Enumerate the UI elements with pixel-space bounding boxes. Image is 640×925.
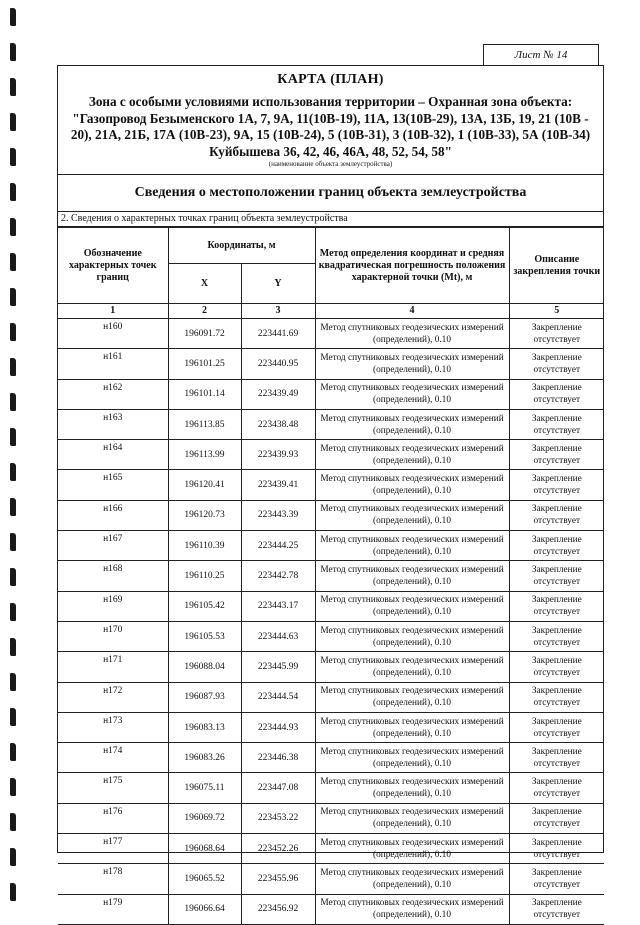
description-cell: Закрепление отсутствует (509, 349, 604, 379)
binding-mark (10, 708, 16, 726)
x-cell: 196083.26 (168, 743, 241, 773)
table-row (58, 440, 604, 470)
table-row (58, 531, 604, 561)
method-cell: Метод спутниковых геодезических измерений (определений), 0.10 (315, 864, 509, 894)
y-cell: 223444.54 (241, 682, 315, 712)
x-cell: 196113.85 (168, 409, 241, 439)
binding-mark (10, 568, 16, 586)
y-cell: 223443.17 (241, 591, 315, 621)
method-cell: Метод спутниковых геодезических измерений (определений), 0.10 (315, 440, 509, 470)
binding-mark (10, 778, 16, 796)
y-cell: 223439.49 (241, 379, 315, 409)
section-title: Сведения о местоположении границ объекта землеустройства (58, 175, 603, 212)
table-row (58, 743, 604, 773)
point-cell: н165 (58, 470, 168, 500)
point-cell: н162 (58, 379, 168, 409)
binding-marks (6, 0, 26, 905)
binding-mark (10, 673, 16, 691)
description-cell: Закрепление отсутствует (509, 652, 604, 682)
method-cell: Метод спутниковых геодезических измерений (определений), 0.10 (315, 652, 509, 682)
x-cell: 196113.99 (168, 440, 241, 470)
x-cell: 196069.72 (168, 803, 241, 833)
binding-mark (10, 393, 16, 411)
binding-mark (10, 813, 16, 831)
description-cell: Закрепление отсутствует (509, 773, 604, 803)
y-cell: 223443.39 (241, 500, 315, 530)
x-cell: 196101.25 (168, 349, 241, 379)
header-method: Метод определения координат и средняя квадратическая погрешность положения характерной точки (Mt), м (315, 228, 509, 304)
table-row (58, 500, 604, 530)
method-cell: Метод спутниковых геодезических измерений (определений), 0.10 (315, 409, 509, 439)
x-cell: 196068.64 (168, 834, 241, 864)
method-cell: Метод спутниковых геодезических измерений (определений), 0.10 (315, 561, 509, 591)
table-row (58, 834, 604, 864)
description-cell: Закрепление отсутствует (509, 561, 604, 591)
x-cell: 196066.64 (168, 894, 241, 924)
y-cell: 223444.25 (241, 531, 315, 561)
method-cell: Метод спутниковых геодезических измерений (определений), 0.10 (315, 621, 509, 651)
point-cell: н173 (58, 712, 168, 742)
description-cell: Закрепление отсутствует (509, 621, 604, 651)
method-cell: Метод спутниковых геодезических измерений (определений), 0.10 (315, 591, 509, 621)
description-cell: Закрепление отсутствует (509, 743, 604, 773)
header-x: X (168, 264, 241, 304)
header-point: Обозначение характерных точек границ (58, 228, 168, 304)
binding-mark (10, 8, 16, 26)
binding-mark (10, 463, 16, 481)
description-cell: Закрепление отсутствует (509, 379, 604, 409)
column-number: 5 (509, 304, 604, 319)
binding-mark (10, 288, 16, 306)
binding-mark (10, 218, 16, 236)
method-cell: Метод спутниковых геодезических измерений (определений), 0.10 (315, 712, 509, 742)
table-row (58, 682, 604, 712)
point-cell: н168 (58, 561, 168, 591)
x-cell: 196120.73 (168, 500, 241, 530)
point-cell: н175 (58, 773, 168, 803)
column-number: 2 (168, 304, 241, 319)
method-cell: Метод спутниковых геодезических измерений (определений), 0.10 (315, 773, 509, 803)
point-cell: н176 (58, 803, 168, 833)
y-cell: 223452.26 (241, 834, 315, 864)
binding-mark (10, 183, 16, 201)
points-table (58, 227, 604, 925)
y-cell: 223444.63 (241, 621, 315, 651)
description-cell: Закрепление отсутствует (509, 409, 604, 439)
y-cell: 223439.41 (241, 470, 315, 500)
binding-mark (10, 743, 16, 761)
header-coordinates: Координаты, м (168, 228, 315, 264)
y-cell: 223446.38 (241, 743, 315, 773)
y-cell: 223456.92 (241, 894, 315, 924)
binding-mark (10, 253, 16, 271)
table-row (58, 773, 604, 803)
point-cell: н164 (58, 440, 168, 470)
description-cell: Закрепление отсутствует (509, 440, 604, 470)
y-cell: 223445.99 (241, 652, 315, 682)
subsection-title: 2. Сведения о характерных точках границ объекта землеустройства (58, 212, 603, 227)
description-cell: Закрепление отсутствует (509, 803, 604, 833)
description-cell: Закрепление отсутствует (509, 531, 604, 561)
point-cell: н160 (58, 319, 168, 349)
y-cell: 223442.78 (241, 561, 315, 591)
point-cell: н166 (58, 500, 168, 530)
table-row (58, 591, 604, 621)
y-cell: 223455.96 (241, 864, 315, 894)
table-row (58, 894, 604, 924)
table-row (58, 712, 604, 742)
point-cell: н171 (58, 652, 168, 682)
binding-mark (10, 883, 16, 901)
table-row (58, 561, 604, 591)
point-cell: н172 (58, 682, 168, 712)
point-cell: н177 (58, 834, 168, 864)
binding-mark (10, 323, 16, 341)
y-cell: 223438.48 (241, 409, 315, 439)
binding-mark (10, 498, 16, 516)
table-row (58, 864, 604, 894)
table-row (58, 349, 604, 379)
binding-mark (10, 78, 16, 96)
binding-mark (10, 358, 16, 376)
binding-mark (10, 428, 16, 446)
table-row (58, 652, 604, 682)
method-cell: Метод спутниковых геодезических измерений (определений), 0.10 (315, 500, 509, 530)
binding-mark (10, 603, 16, 621)
method-cell: Метод спутниковых геодезических измерений (определений), 0.10 (315, 803, 509, 833)
document-frame (57, 65, 604, 921)
map-title: КАРТА (ПЛАН) (277, 72, 384, 87)
zone-title: Зона с особыми условиями использования территории – Охранная зона объекта: "Газопровод Безыменского 1А, 7, 9А, 11(10В-19), 11А, 13(10В-29), 13А, 13Б, 19, 21 (10В - 20), 21А, 21Б, 17А (10В-23), 9А, 15 (10В-24), 5 (10В-31), 3 (10В-32), 1 (10В-33), 5А (10В-34) Куйбышева 36, 42, 46, 46А, 48, 52, 54, 58" (70, 94, 591, 159)
method-cell: Метод спутниковых геодезических измерений (определений), 0.10 (315, 834, 509, 864)
x-cell: 196120.41 (168, 470, 241, 500)
x-cell: 196088.04 (168, 652, 241, 682)
column-number: 3 (241, 304, 315, 319)
binding-mark (10, 848, 16, 866)
y-cell: 223453.22 (241, 803, 315, 833)
y-cell: 223440.95 (241, 349, 315, 379)
method-cell: Метод спутниковых геодезических измерений (определений), 0.10 (315, 379, 509, 409)
header-description: Описание закрепления точки (509, 228, 604, 304)
x-cell: 196091.72 (168, 319, 241, 349)
description-cell: Закрепление отсутствует (509, 834, 604, 864)
x-cell: 196101.14 (168, 379, 241, 409)
table-row (58, 621, 604, 651)
description-cell: Закрепление отсутствует (509, 470, 604, 500)
point-cell: н170 (58, 621, 168, 651)
y-cell: 223444.93 (241, 712, 315, 742)
table-row (58, 803, 604, 833)
point-cell: н167 (58, 531, 168, 561)
point-cell: н161 (58, 349, 168, 379)
y-cell: 223439.93 (241, 440, 315, 470)
point-cell: н178 (58, 864, 168, 894)
x-cell: 196110.39 (168, 531, 241, 561)
binding-mark (10, 43, 16, 61)
description-cell: Закрепление отсутствует (509, 500, 604, 530)
description-cell: Закрепление отсутствует (509, 591, 604, 621)
x-cell: 196105.42 (168, 591, 241, 621)
binding-mark (10, 533, 16, 551)
point-cell: н169 (58, 591, 168, 621)
description-cell: Закрепление отсутствует (509, 319, 604, 349)
binding-mark (10, 148, 16, 166)
x-cell: 196087.93 (168, 682, 241, 712)
table-row (58, 319, 604, 349)
header-y: Y (241, 264, 315, 304)
title-block (58, 66, 603, 175)
method-cell: Метод спутниковых геодезических измерений (определений), 0.10 (315, 682, 509, 712)
x-cell: 196110.25 (168, 561, 241, 591)
object-caption: (наименование объекта землеустройства) (268, 160, 393, 168)
x-cell: 196083.13 (168, 712, 241, 742)
point-cell: н179 (58, 894, 168, 924)
y-cell: 223441.69 (241, 319, 315, 349)
method-cell: Метод спутниковых геодезических измерений (определений), 0.10 (315, 894, 509, 924)
table-row (58, 379, 604, 409)
method-cell: Метод спутниковых геодезических измерений (определений), 0.10 (315, 319, 509, 349)
x-cell: 196105.53 (168, 621, 241, 651)
method-cell: Метод спутниковых геодезических измерений (определений), 0.10 (315, 349, 509, 379)
table-row (58, 409, 604, 439)
point-cell: н163 (58, 409, 168, 439)
sheet-number: Лист № 14 (483, 44, 599, 66)
description-cell: Закрепление отсутствует (509, 712, 604, 742)
point-cell: н174 (58, 743, 168, 773)
table-row (58, 470, 604, 500)
column-number: 1 (58, 304, 168, 319)
y-cell: 223447.08 (241, 773, 315, 803)
description-cell: Закрепление отсутствует (509, 682, 604, 712)
x-cell: 196065.52 (168, 864, 241, 894)
description-cell: Закрепление отсутствует (509, 864, 604, 894)
x-cell: 196075.11 (168, 773, 241, 803)
description-cell: Закрепление отсутствует (509, 894, 604, 924)
binding-mark (10, 113, 16, 131)
column-number: 4 (315, 304, 509, 319)
method-cell: Метод спутниковых геодезических измерений (определений), 0.10 (315, 470, 509, 500)
method-cell: Метод спутниковых геодезических измерений (определений), 0.10 (315, 743, 509, 773)
binding-mark (10, 638, 16, 656)
method-cell: Метод спутниковых геодезических измерений (определений), 0.10 (315, 531, 509, 561)
